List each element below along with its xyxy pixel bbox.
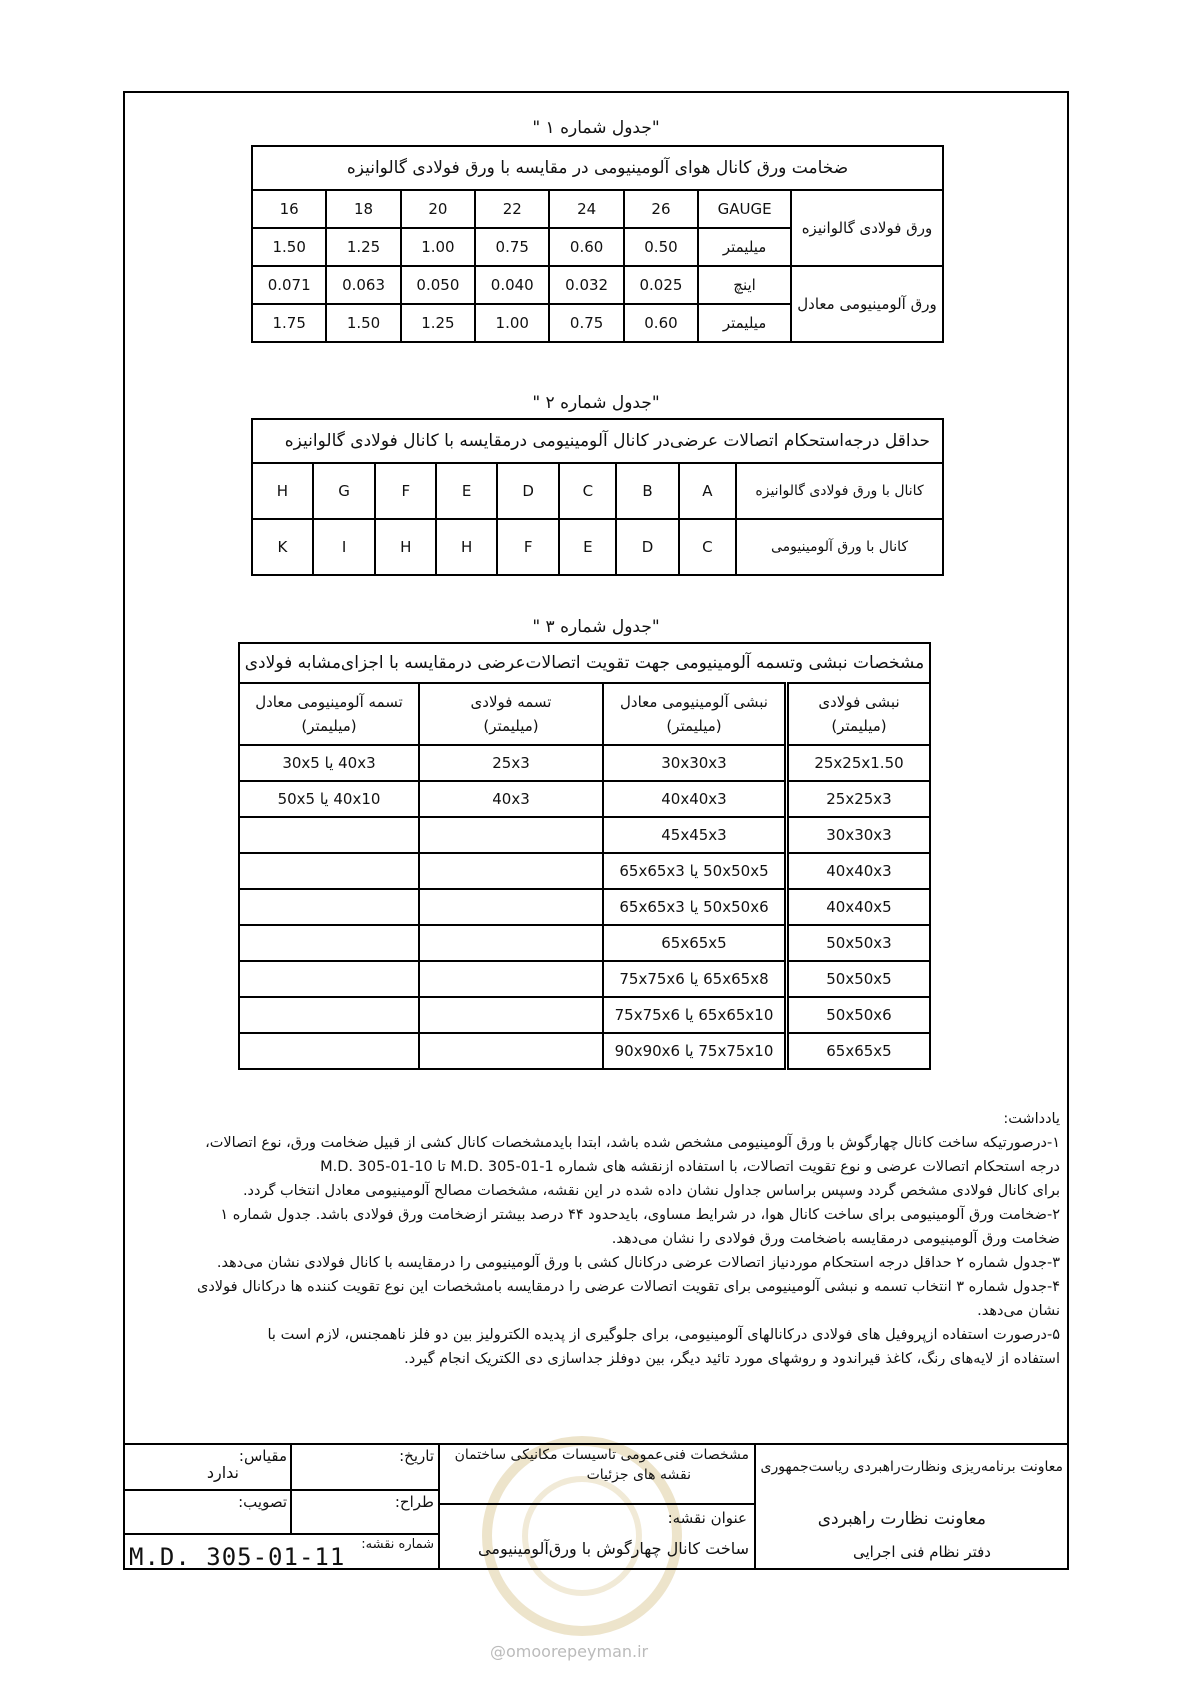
table-row <box>239 1033 930 1069</box>
table-cell <box>239 961 419 997</box>
table-cell: 0.040 <box>475 266 549 304</box>
table-cell: 40x40x5 <box>787 889 931 925</box>
table-cell: 0.025 <box>624 266 698 304</box>
table1-caption: "جدول شماره ۱ " <box>532 118 660 138</box>
table-cell: 22 <box>475 190 549 228</box>
table-cell: 20 <box>401 190 475 228</box>
table-row <box>239 889 930 925</box>
note-line: ۵-درصورت استفاده ازپروفیل های فولادی درکانالهای آلومینیومی، برای جلوگیری از پدیده الکترولیز بین دو فلز ناهمجنس، لازم است با <box>267 1327 1060 1343</box>
table-cell: E <box>436 463 497 519</box>
drawing-number: M.D. 305-01-11 <box>129 1543 346 1571</box>
table-cell <box>239 1033 419 1069</box>
table-cell: 0.75 <box>549 304 623 342</box>
table-cell: 45x45x3 <box>603 817 787 853</box>
table-row <box>239 961 930 997</box>
unit-cell: میلیمتر <box>698 304 791 342</box>
table-cell: 75x75x10 یا 90x90x6 <box>603 1033 787 1069</box>
table-row <box>239 997 930 1033</box>
table-row <box>239 817 930 853</box>
table2-title: حداقل درجه‌استحکام اتصالات عرضی‌در کانال آلومینیومی درمقایسه با کانال فولادی گالوانیزه <box>252 419 943 463</box>
table-cell: H <box>375 519 436 575</box>
table1-title: ضخامت ورق کانال هوای آلومینیومی در مقایسه با ورق فولادی گالوانیزه <box>252 146 943 190</box>
drawing-title: ساخت کانال چهارگوش با ورق‌آلومینیومی <box>478 1539 749 1558</box>
row-group-label: ورق آلومینیومی معادل <box>791 266 943 342</box>
table-cell: D <box>497 463 559 519</box>
column-header: نبشی آلومینیومی معادل (میلیمتر) <box>603 683 787 745</box>
note-line: ۴-جدول شماره ۳ انتخاب تسمه و نبشی آلومینیومی برای تقویت اتصالات عرضی را درمقایسه بامشخصات این نوع تقویت کننده ها درکانال فولادی <box>197 1279 1060 1295</box>
table-cell: 30x30x3 <box>787 817 931 853</box>
note-line: ۳-جدول شماره ۲ حداقل درجه استحکام موردنیاز اتصالات عرضی درکانال کشی با ورق آلومینیومی را درمقایسه با کانال فولادی نشان می‌دهد. <box>216 1255 1060 1271</box>
table-cell: D <box>616 519 678 575</box>
column-header: تسمه آلومینیومی معادل (میلیمتر) <box>239 683 419 745</box>
table-cell: 40x10 یا 50x5 <box>239 781 419 817</box>
org-name: معاونت برنامه‌ریزی ونظارت‌راهبردی ریاست‌جمهوری <box>760 1459 1063 1475</box>
row-label: کانال با ورق آلومینیومی <box>736 519 943 575</box>
table-cell: 24 <box>549 190 623 228</box>
drawing-title-label: عنوان نقشه: <box>667 1509 747 1527</box>
table-cell <box>419 997 603 1033</box>
table-cell: 0.50 <box>624 228 698 266</box>
table-cell: 0.75 <box>475 228 549 266</box>
table-cell: C <box>679 519 736 575</box>
table-cell: E <box>559 519 616 575</box>
row-label: کانال با ورق فولادی گالوانیزه <box>736 463 943 519</box>
org-office: دفتر نظام فنی اجرایی <box>852 1543 991 1561</box>
table-cell: G <box>313 463 375 519</box>
table-cell: C <box>559 463 616 519</box>
table-cell: 50x50x5 <box>787 961 931 997</box>
table-cell: 40x40x3 <box>603 781 787 817</box>
row-group-label: ورق فولادی گالوانیزه <box>791 190 943 266</box>
table-cell <box>419 1033 603 1069</box>
table-cell: 1.25 <box>326 228 400 266</box>
table-cell: B <box>616 463 678 519</box>
date-label: تاریخ: <box>399 1447 434 1465</box>
scale-label: مقیاس: <box>238 1447 287 1465</box>
table-cell: 40x3 <box>419 781 603 817</box>
column-header: نبشی فولادی (میلیمتر) <box>787 683 931 745</box>
table-row <box>239 853 930 889</box>
table3-caption: "جدول شماره ۳ " <box>532 617 660 637</box>
note-line: برای کانال فولادی مشخص گردد وسپس براساس جداول نشان داده شده در این نقشه، مشخصات مصالح آلومینیومی معادل انتخاب گردد. <box>242 1183 1060 1199</box>
note-line: ۱-درصورتیکه ساخت کانال چهارگوش با ورق آلومینیومی مشخص شده باشد، ابتدا بایدمشخصات کانال کشی از قبیل ضخامت ورق، نوع اتصالات، <box>205 1135 1060 1151</box>
table-cell: 50x50x3 <box>787 925 931 961</box>
table-cell <box>239 997 419 1033</box>
note-line: ۲-ضخامت ورق آلومینیومی برای ساخت کانال هوا، در شرایط مساوی، بایدحدود ۴۴ درصد بیشتر ازضخامت ورق فولادی باشد. جدول شماره ۱ <box>220 1207 1060 1223</box>
notes-heading: یادداشت: <box>1003 1111 1060 1127</box>
table-cell <box>239 889 419 925</box>
table-cell <box>419 961 603 997</box>
table-cell: A <box>679 463 736 519</box>
angle-strap-table <box>238 642 931 1070</box>
table-cell: 0.050 <box>401 266 475 304</box>
table-cell <box>239 853 419 889</box>
table-cell: K <box>252 519 313 575</box>
table-cell: 0.071 <box>252 266 326 304</box>
org-division: معاونت نظارت راهبردی <box>817 1509 986 1529</box>
approval-label: تصویب: <box>238 1493 287 1511</box>
note-line: استفاده از لایه‌های رنگ، کاغذ قیراندود و روشهای مورد تائید دیگر، بین دوفلز جداسازی دی الکتریک انجام گیرد. <box>404 1351 1060 1367</box>
table2-caption: "جدول شماره ۲ " <box>532 393 660 413</box>
drawing-no-label: شماره نقشه: <box>361 1537 434 1552</box>
joint-class-table <box>251 418 944 576</box>
table-cell: 1.25 <box>401 304 475 342</box>
note-line: ضخامت ورق آلومینیومی درمقایسه باضخامت ورق فولادی را نشان می‌دهد. <box>611 1231 1060 1247</box>
table-row <box>239 781 930 817</box>
watermark-text: @omoorepeyman.ir <box>490 1642 649 1661</box>
table-cell <box>419 817 603 853</box>
table-cell: 18 <box>326 190 400 228</box>
table-cell: 1.00 <box>475 304 549 342</box>
table-cell: 1.50 <box>252 228 326 266</box>
table-cell: 50x50x6 یا 65x65x3 <box>603 889 787 925</box>
table-cell: 65x65x10 یا 75x75x6 <box>603 997 787 1033</box>
unit-cell: میلیمتر <box>698 228 791 266</box>
table-cell <box>239 925 419 961</box>
table-cell: 65x65x5 <box>787 1033 931 1069</box>
spec-subtitle: نقشه های جزئیات <box>586 1467 691 1483</box>
table-cell: 0.60 <box>624 304 698 342</box>
table-cell: 25x25x1.50 <box>787 745 931 781</box>
table-cell: 1.50 <box>326 304 400 342</box>
table-cell: 0.032 <box>549 266 623 304</box>
title-block <box>123 1443 1069 1570</box>
table-cell: 0.60 <box>549 228 623 266</box>
table-cell: F <box>375 463 436 519</box>
table-cell: 16 <box>252 190 326 228</box>
note-line: درجه استحکام اتصالات عرضی و نوع تقویت اتصالات، با استفاده ازنقشه های شماره M.D. 305-01-1 تا M.D. 305-01-10 <box>320 1159 1060 1175</box>
scale-value: ندارد <box>206 1463 239 1482</box>
unit-cell: اینچ <box>698 266 791 304</box>
table-cell: H <box>436 519 497 575</box>
table3-title: مشخصات نبشی وتسمه آلومینیومی جهت تقویت اتصالات‌عرضی درمقایسه با اجزای‌مشابه فولادی <box>239 643 930 683</box>
table-cell <box>419 925 603 961</box>
table-cell: 1.00 <box>401 228 475 266</box>
table-row <box>239 745 930 781</box>
table-cell: 1.75 <box>252 304 326 342</box>
table-cell: 65x65x5 <box>603 925 787 961</box>
note-line: نشان می‌دهد. <box>977 1303 1060 1319</box>
table-cell <box>419 889 603 925</box>
table-cell: 26 <box>624 190 698 228</box>
unit-cell: GAUGE <box>698 190 791 228</box>
table-cell: 50x50x5 یا 65x65x3 <box>603 853 787 889</box>
table-cell <box>239 817 419 853</box>
column-header: تسمه فولادی (میلیمتر) <box>419 683 603 745</box>
designer-label: طراح: <box>394 1493 434 1511</box>
table-cell: 40x40x3 <box>787 853 931 889</box>
table-cell: 25x3 <box>419 745 603 781</box>
notes-section <box>140 1107 1060 1371</box>
table-cell: 50x50x6 <box>787 997 931 1033</box>
table-cell: 25x25x3 <box>787 781 931 817</box>
spec-title: مشخصات فنی‌عمومی تاسیسات مکانیکی ساختمان <box>454 1447 749 1463</box>
table-cell: 65x65x8 یا 75x75x6 <box>603 961 787 997</box>
table-cell: I <box>313 519 375 575</box>
table-cell: 30x30x3 <box>603 745 787 781</box>
table-row <box>239 925 930 961</box>
thickness-table <box>251 145 944 343</box>
table-cell: H <box>252 463 313 519</box>
table-cell: F <box>497 519 559 575</box>
table-cell <box>419 853 603 889</box>
table-cell: 0.063 <box>326 266 400 304</box>
table-cell: 40x3 یا 30x5 <box>239 745 419 781</box>
